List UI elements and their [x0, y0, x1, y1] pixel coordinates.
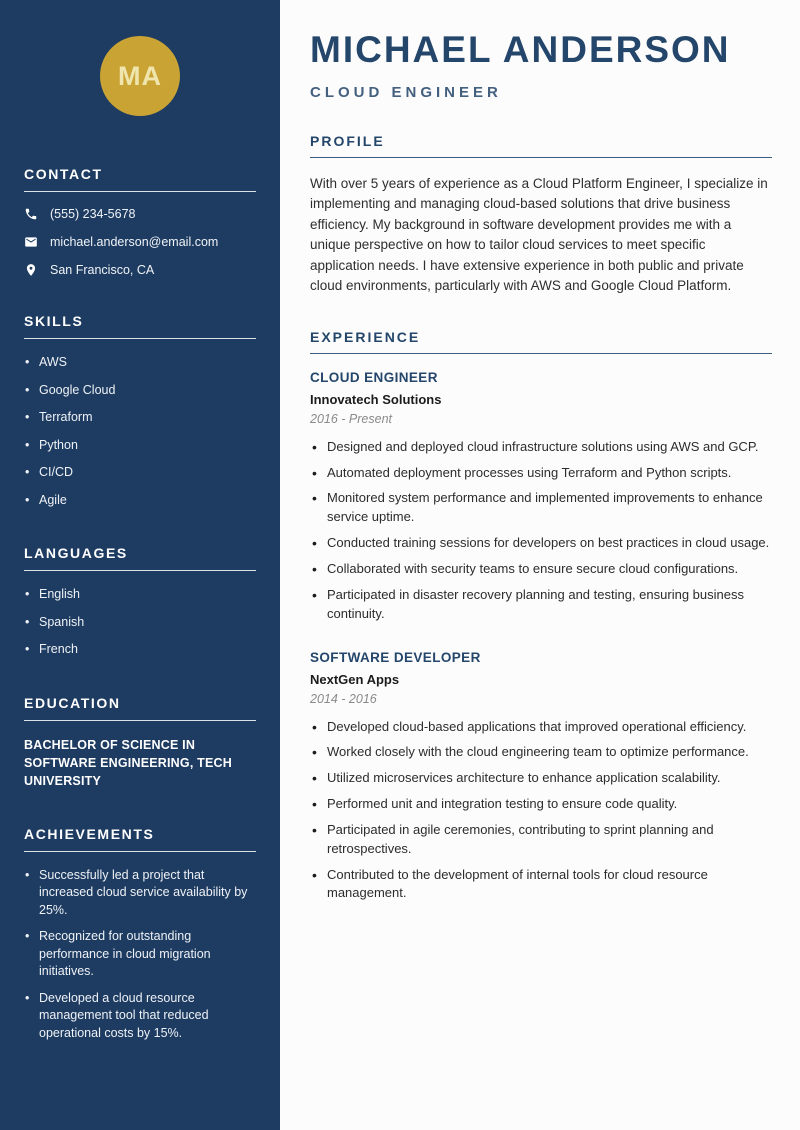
skill-item: • CI/CD — [24, 464, 256, 482]
education-heading: EDUCATION — [24, 695, 256, 721]
job-bullet-item: • Contributed to the development of internal tools for cloud resource management. — [310, 866, 772, 904]
experience-section — [310, 329, 772, 904]
location-icon — [24, 263, 38, 277]
achievements-heading: ACHIEVEMENTS — [24, 826, 256, 852]
job-dates: 2014 - 2016 — [310, 691, 377, 706]
job-cloud-engineer — [310, 370, 772, 624]
experience-heading: EXPERIENCE — [310, 329, 772, 354]
phone-number: (555) 234-5678 — [50, 207, 136, 221]
sidebar — [0, 0, 280, 1130]
job-bullet-item: • Utilized microservices architecture to enhance application scalability. — [310, 769, 772, 788]
achievement-item: • Developed a cloud resource management tool that reduced operational costs by 15%. — [24, 990, 256, 1043]
language-item: • Spanish — [24, 614, 256, 632]
candidate-title: CLOUD ENGINEER — [310, 83, 502, 101]
job-title: CLOUD ENGINEER — [310, 369, 438, 385]
skills-section — [24, 313, 256, 509]
job-software-developer — [310, 650, 772, 904]
main-content — [280, 0, 800, 1130]
job-bullet-item: • Conducted training sessions for developers on best practices in cloud usage. — [310, 534, 772, 553]
job-dates: 2016 - Present — [310, 411, 392, 426]
location-text: San Francisco, CA — [50, 263, 155, 277]
languages-heading: LANGUAGES — [24, 545, 256, 571]
education-degree: BACHELOR OF SCIENCE IN SOFTWARE ENGINEERING, TECH UNIVERSITY — [24, 737, 232, 788]
contact-row-email — [24, 235, 256, 249]
job-bullet-item: • Developed cloud-based applications that improved operational efficiency. — [310, 718, 772, 737]
job-bullet-item: • Performed unit and integration testing to ensure code quality. — [310, 795, 772, 814]
job-company: Innovatech Solutions — [310, 391, 442, 407]
achievements-list — [24, 867, 256, 1043]
contact-heading: CONTACT — [24, 166, 256, 192]
skill-item: • Python — [24, 437, 256, 455]
profile-text: With over 5 years of experience as a Cloud Platform Engineer, I specialize in implementing and managing cloud-based solutions that drive business efficiency. My background in software development provides me with a unique perspective on how to tailor cloud services to meet specific application needs. I have extensive experience in both public and private cloud environments, particularly with AWS and Google Cloud Platform. — [310, 175, 768, 294]
job-bullet-item: • Automated deployment processes using Terraform and Python scripts. — [310, 464, 772, 483]
skills-list — [24, 354, 256, 509]
job-bullet-item: • Collaborated with security teams to ensure secure cloud configurations. — [310, 560, 772, 579]
job-bullets — [310, 718, 772, 904]
contact-section — [24, 166, 256, 277]
skill-item: • Terraform — [24, 409, 256, 427]
education-section — [24, 695, 256, 790]
profile-heading: PROFILE — [310, 133, 772, 158]
language-item: • English — [24, 586, 256, 604]
languages-list — [24, 586, 256, 659]
skills-heading: SKILLS — [24, 313, 256, 339]
achievements-section — [24, 826, 256, 1043]
avatar: MA — [100, 36, 180, 116]
email-icon — [24, 235, 38, 249]
candidate-name: MICHAEL ANDERSON — [310, 29, 731, 70]
job-bullet-item: • Participated in agile ceremonies, contributing to sprint planning and retrospectives. — [310, 821, 772, 859]
profile-section — [310, 133, 772, 297]
job-title: SOFTWARE DEVELOPER — [310, 649, 481, 665]
job-bullet-item: • Designed and deployed cloud infrastructure solutions using AWS and GCP. — [310, 438, 772, 457]
phone-icon — [24, 207, 38, 221]
skill-item: • AWS — [24, 354, 256, 372]
job-bullet-item: • Participated in disaster recovery planning and testing, ensuring business continuity. — [310, 586, 772, 624]
contact-row-location — [24, 263, 256, 277]
avatar-wrap — [24, 36, 256, 116]
languages-section — [24, 545, 256, 659]
email-address: michael.anderson@email.com — [50, 235, 219, 249]
language-item: • French — [24, 641, 256, 659]
job-bullet-item: • Worked closely with the cloud engineering team to optimize performance. — [310, 743, 772, 762]
contact-row-phone — [24, 207, 256, 221]
job-bullets — [310, 438, 772, 624]
job-bullet-item: • Monitored system performance and implemented improvements to enhance service uptime. — [310, 489, 772, 527]
job-company: NextGen Apps — [310, 671, 400, 687]
skill-item: • Google Cloud — [24, 382, 256, 400]
achievement-item: • Recognized for outstanding performance in cloud migration initiatives. — [24, 928, 256, 981]
skill-item: • Agile — [24, 492, 256, 510]
achievement-item: • Successfully led a project that increased cloud service availability by 25%. — [24, 867, 256, 920]
